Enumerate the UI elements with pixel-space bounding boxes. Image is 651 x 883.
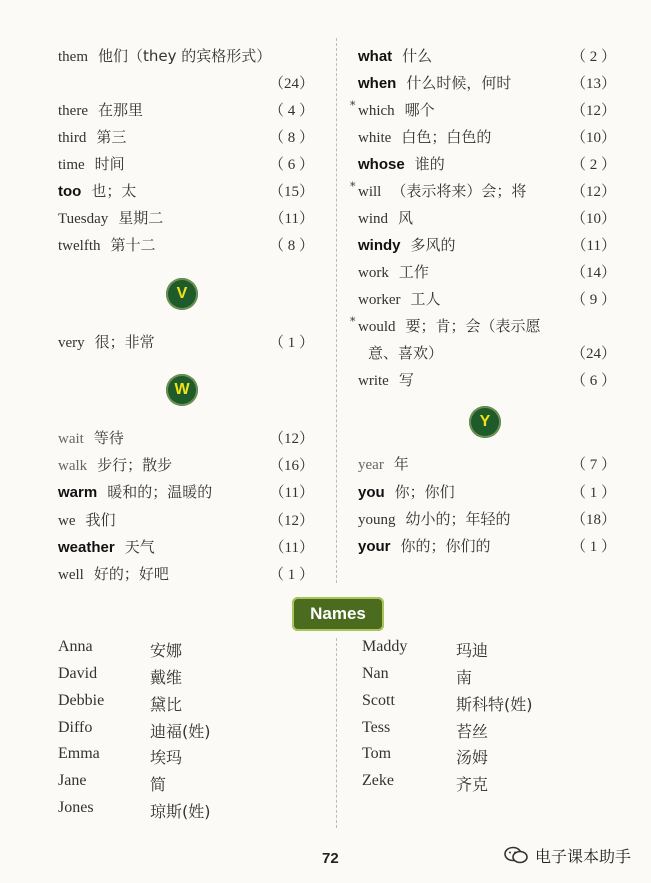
vocab-entry	[58, 536, 155, 562]
name-english: Jones	[58, 799, 94, 816]
name-chinese: 汤姆	[456, 748, 489, 767]
vocab-entry-continued	[368, 342, 443, 368]
entry-word: when	[358, 75, 397, 92]
entry-word: young	[358, 512, 396, 528]
vocab-entry	[350, 180, 527, 206]
names-section-banner: Names	[292, 597, 384, 631]
entry-meaning: 风	[398, 209, 414, 227]
name-english: Scott	[362, 692, 395, 709]
vocab-entry	[58, 234, 156, 260]
name-english: Debbie	[58, 692, 105, 709]
name-chinese: 南	[456, 668, 473, 687]
entry-unit: （10）	[570, 130, 616, 146]
name-chinese: 简	[150, 775, 167, 794]
entry-unit: （24）	[570, 346, 616, 362]
entry-meaning: 哪个	[404, 101, 435, 119]
vocab-entry	[358, 207, 413, 233]
vocab-entry	[58, 126, 126, 152]
entry-meaning: 你的；你们的	[400, 537, 491, 555]
vocab-entry	[358, 126, 491, 152]
entry-word: white	[358, 130, 392, 146]
name-english: Tess	[362, 719, 391, 736]
name-chinese: 黛比	[150, 695, 183, 714]
vocab-entry	[58, 563, 169, 589]
name-english: Jane	[58, 772, 87, 789]
vocab-entry	[58, 454, 172, 480]
entry-unit: （ 1 ）	[268, 335, 314, 351]
entry-meaning: 幼小的；年轻的	[405, 510, 511, 528]
entry-word: would	[358, 319, 396, 335]
entry-unit: （ 1 ）	[268, 567, 314, 583]
vocab-entry	[58, 331, 155, 357]
entry-word: too	[58, 183, 82, 200]
vocab-entry	[358, 508, 511, 534]
entry-meaning: 写	[398, 371, 414, 389]
entry-word: windy	[358, 237, 401, 254]
entry-meaning: 多风的	[410, 236, 456, 254]
entry-meaning: 工作	[398, 263, 429, 281]
entry-unit: （ 1 ）	[570, 539, 616, 555]
vocab-entry	[358, 369, 414, 395]
vocab-entry	[358, 153, 445, 179]
vocab-entry	[358, 234, 456, 260]
entry-word: walk	[58, 458, 88, 474]
letter-badge-w: W	[166, 374, 198, 406]
entry-unit: （ 7 ）	[570, 457, 616, 473]
entry-meaning: 他们（they 的宾格形式）	[98, 47, 272, 65]
vocab-entry	[358, 535, 491, 561]
entry-word: time	[58, 157, 85, 173]
entry-unit: （ 2 ）	[570, 49, 616, 65]
entry-meaning: 步行；散步	[97, 456, 173, 474]
asterisk-mark: *	[350, 315, 356, 328]
entry-meaning: 年	[393, 455, 409, 473]
entry-unit: （ 6 ）	[268, 157, 314, 173]
name-chinese: 苔丝	[456, 722, 489, 741]
entry-word: weather	[58, 539, 115, 556]
entry-meaning: 意、喜欢）	[368, 344, 444, 362]
vocab-entry	[358, 481, 455, 507]
vocab-entry	[58, 207, 163, 233]
entry-meaning: 什么时候，何时	[406, 74, 512, 92]
vocab-entry	[58, 509, 116, 535]
vocab-entry	[58, 153, 125, 179]
vocab-entry	[58, 99, 143, 125]
name-chinese: 斯科特(姓)	[456, 695, 533, 714]
name-english: Zeke	[362, 772, 394, 789]
wechat-icon	[503, 846, 529, 864]
vocab-entry	[358, 453, 409, 479]
names-column-divider	[336, 638, 337, 828]
name-chinese: 齐克	[456, 775, 489, 794]
entry-word: wait	[58, 431, 84, 447]
entry-meaning: 时间	[94, 155, 125, 173]
entry-meaning: 星期二	[118, 209, 164, 227]
entry-unit: （11）	[269, 211, 314, 227]
entry-word: work	[358, 265, 389, 281]
asterisk-mark: *	[350, 99, 356, 112]
entry-word: Tuesday	[58, 211, 109, 227]
name-english: David	[58, 665, 98, 682]
entry-unit: （ 9 ）	[570, 292, 616, 308]
entry-meaning: 在那里	[97, 101, 143, 119]
vocab-entry	[350, 315, 541, 341]
entry-word: twelfth	[58, 238, 101, 254]
watermark-text: 电子课本助手	[535, 847, 632, 866]
entry-unit: （12）	[268, 513, 314, 529]
entry-unit: （ 8 ）	[268, 130, 314, 146]
column-divider	[336, 38, 337, 583]
entry-word: you	[358, 484, 385, 501]
entry-word: write	[358, 373, 389, 389]
vocab-entry	[358, 45, 432, 71]
entry-word: them	[58, 49, 88, 65]
entry-meaning: 天气	[124, 538, 155, 556]
entry-unit: （14）	[570, 265, 616, 281]
entry-word: well	[58, 567, 84, 583]
entry-unit: （11）	[269, 540, 314, 556]
entry-unit: （ 6 ）	[570, 373, 616, 389]
entry-word: what	[358, 48, 393, 65]
entry-meaning: 我们	[85, 511, 116, 529]
entry-unit: （11）	[269, 485, 314, 501]
entry-meaning: 工人	[410, 290, 441, 308]
entry-word: worker	[358, 292, 401, 308]
entry-meaning: 也；太	[91, 182, 137, 200]
entry-unit: （15）	[268, 184, 314, 200]
entry-word: warm	[58, 484, 98, 501]
name-english: Maddy	[362, 638, 408, 655]
entry-word: third	[58, 130, 87, 146]
vocab-entry	[58, 45, 271, 71]
entry-meaning: 暖和的；温暖的	[107, 483, 213, 501]
name-chinese: 迪福(姓)	[150, 722, 211, 741]
name-chinese: 玛迪	[456, 641, 489, 660]
entry-unit: （ 4 ）	[268, 103, 314, 119]
entry-word: will	[358, 184, 382, 200]
entry-unit: （24）	[268, 76, 314, 92]
name-english: Emma	[58, 745, 100, 762]
entry-word: your	[358, 538, 391, 555]
name-chinese: 戴维	[150, 668, 183, 687]
name-chinese: 埃玛	[150, 748, 183, 767]
letter-badge-v: V	[166, 278, 198, 310]
entry-unit: （11）	[571, 238, 616, 254]
entry-meaning: 什么	[402, 47, 433, 65]
entry-unit: （ 2 ）	[570, 157, 616, 173]
vocab-entry	[358, 72, 511, 98]
entry-meaning: 谁的	[414, 155, 445, 173]
entry-meaning: 很；非常	[94, 333, 155, 351]
entry-unit: （12）	[570, 184, 616, 200]
entry-meaning: 好的；好吧	[93, 565, 169, 583]
vocab-entry	[58, 427, 124, 453]
name-chinese: 琼斯(姓)	[150, 802, 211, 821]
entry-word: year	[358, 457, 384, 473]
entry-meaning: 要；肯；会（表示愿	[405, 317, 541, 335]
entry-unit: （12）	[268, 431, 314, 447]
entry-word: which	[358, 103, 395, 119]
vocab-entry	[350, 99, 435, 125]
entry-word: there	[58, 103, 88, 119]
entry-unit: （18）	[570, 512, 616, 528]
entry-unit: （12）	[570, 103, 616, 119]
entry-word: we	[58, 513, 76, 529]
vocab-entry	[358, 288, 441, 314]
page-number: 72	[322, 850, 339, 867]
entry-meaning: 等待	[93, 429, 124, 447]
name-english: Diffo	[58, 719, 93, 736]
entry-unit: （16）	[268, 458, 314, 474]
entry-meaning: （表示将来）会；将	[391, 182, 527, 200]
vocab-entry	[58, 481, 212, 507]
entry-unit: （ 1 ）	[570, 485, 616, 501]
asterisk-mark: *	[350, 180, 356, 193]
name-english: Nan	[362, 665, 389, 682]
entry-unit: （13）	[570, 76, 616, 92]
vocab-entry	[58, 180, 136, 206]
name-english: Tom	[362, 745, 392, 762]
entry-meaning: 白色；白色的	[401, 128, 492, 146]
entry-meaning: 第三	[96, 128, 127, 146]
vocab-entry	[358, 261, 429, 287]
entry-word: whose	[358, 156, 405, 173]
entry-word: very	[58, 335, 85, 351]
entry-word: wind	[358, 211, 388, 227]
name-english: Anna	[58, 638, 93, 655]
name-chinese: 安娜	[150, 641, 183, 660]
entry-unit: （ 8 ）	[268, 238, 314, 254]
entry-meaning: 你；你们	[394, 483, 455, 501]
letter-badge-y: Y	[469, 406, 501, 438]
entry-meaning: 第十二	[110, 236, 156, 254]
entry-unit: （10）	[570, 211, 616, 227]
